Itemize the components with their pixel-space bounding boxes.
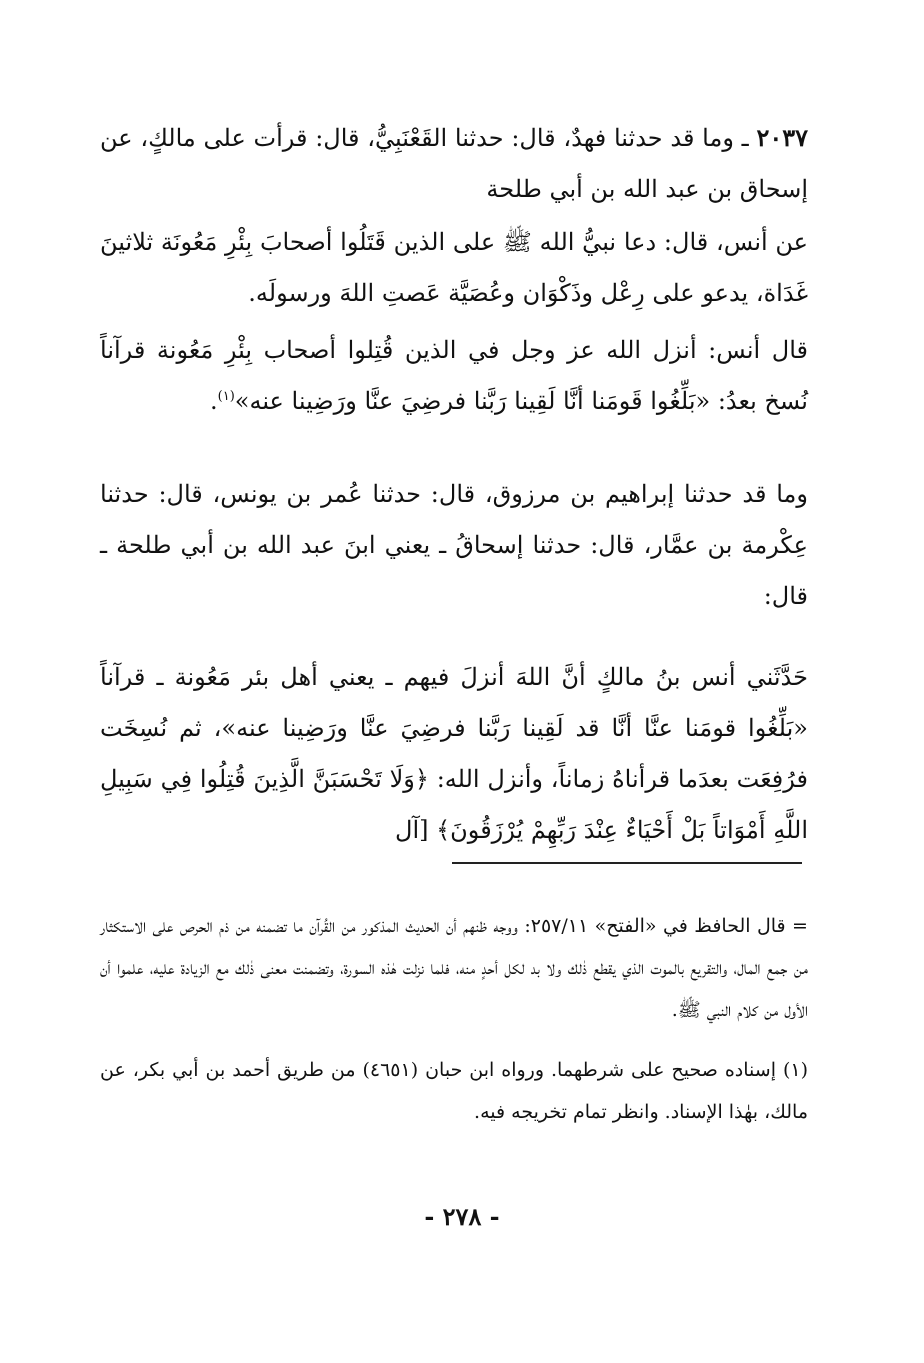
hadith-quote-paragraph: قال أنس: أنزل الله عز وجل في الذين قُتِلوا أصحاب بِئْرِ مَعُونة قرآناً نُسخ بعدُ: «بَلِّغُوا قَومَنا أنَّا لَقِينا رَبَّنا فرضِيَ عنَّا ورَضِينا عنه»$^{(١)}$. (100, 336, 808, 415)
footnote-continuation: = قال الحافظ في «الفتح» ٢٥٧/١١: ووجه ظنهم أن الحديث المذكور من القُرآن ما تضمنه من ذم الحرص على الاستكثار من جمع المال، والتقريع بالموت الذي يقطع ذٰلك ولا بد لكل أحدٍ منه، فلما نزلت هٰذه السورة، وتضمنت معنى ذٰلك مع الزيادة عليه، علموا أن الأول من كلام النبي ﷺ. (100, 915, 808, 1021)
main-text (100, 112, 808, 856)
footnotes-section (100, 905, 808, 1133)
footnote-reference[interactable]: (١) (217, 389, 235, 404)
footnote-divider (452, 862, 802, 864)
page-number: - ٢٧٨ - (424, 1202, 500, 1231)
quote-text: قال أنس: أنزل الله عز وجل في الذين قُتِلوا أصحاب بِئْرِ مَعُونة قرآناً نُسخ بعدُ: «بَلِّغُوا قَومَنا أنَّا لَقِينا رَبَّنا فرضِيَ عنَّا ورَضِينا عنه» (100, 336, 808, 415)
hadith-text: ـ وما قد حدثنا فهدٌ، قال: حدثنا القَعْنَبِيُّ، قال: قرأت على مالكٍ، عن إسحاق بن عبد الله بن أبي طلحة (100, 124, 808, 203)
hadith-number: ٢٠٣٧ (756, 123, 808, 152)
footnote-1: (١) إسناده صحيح على شرطهما. ورواه ابن حبان (٤٦٥١) من طريق أحمد بن أبي بكر، عن مالك، بهٰذا الإسناد. وانظر تمام تخريجه فيه. (100, 1059, 809, 1123)
hadith-paragraph-2037 (100, 112, 808, 215)
second-matn-paragraph: حَدَّثَني أنس بنُ مالكٍ أنَّ اللهَ أنزلَ فيهم ـ يعني أهل بئر مَعُونة ـ قرآناً «بَلِّغُوا قومَنا عنَّا أنَّا قد لَقِينا رَبَّنا فرضِيَ عنَّا ورَضِينا عنه»، ثم نُسِخَت فرُفِعَت بعدَما قرأناهُ زماناً، وأنزل الله: ﴿وَلَا تَحْسَبَنَّ الَّذِينَ قُتِلُوا فِي سَبِيلِ اللَّهِ أَمْوَاتاً بَلْ أَحْيَاءٌ عِنْدَ رَبِّهِمْ يُرْزَقُونَ﴾ [آل (100, 663, 808, 844)
second-chain-paragraph: وما قد حدثنا إبراهيم بن مرزوق، قال: حدثنا عُمر بن يونس، قال: حدثنا عِكْرمة بن عمَّار، قال: حدثنا إسحاقُ ـ يعني ابنَ عبد الله بن أبي طلحة ـ قال: (100, 480, 808, 610)
hadith-matn-paragraph: عن أنس، قال: دعا نبيُّ الله ﷺ على الذين قَتَلُوا أصحابَ بِئْرِ مَعُونَة ثلاثينَ غَدَاة، يدعو على رِعْل وذَكْوَان وعُصَيَّة عَصتِ اللهَ ورسولَه. (100, 228, 808, 307)
